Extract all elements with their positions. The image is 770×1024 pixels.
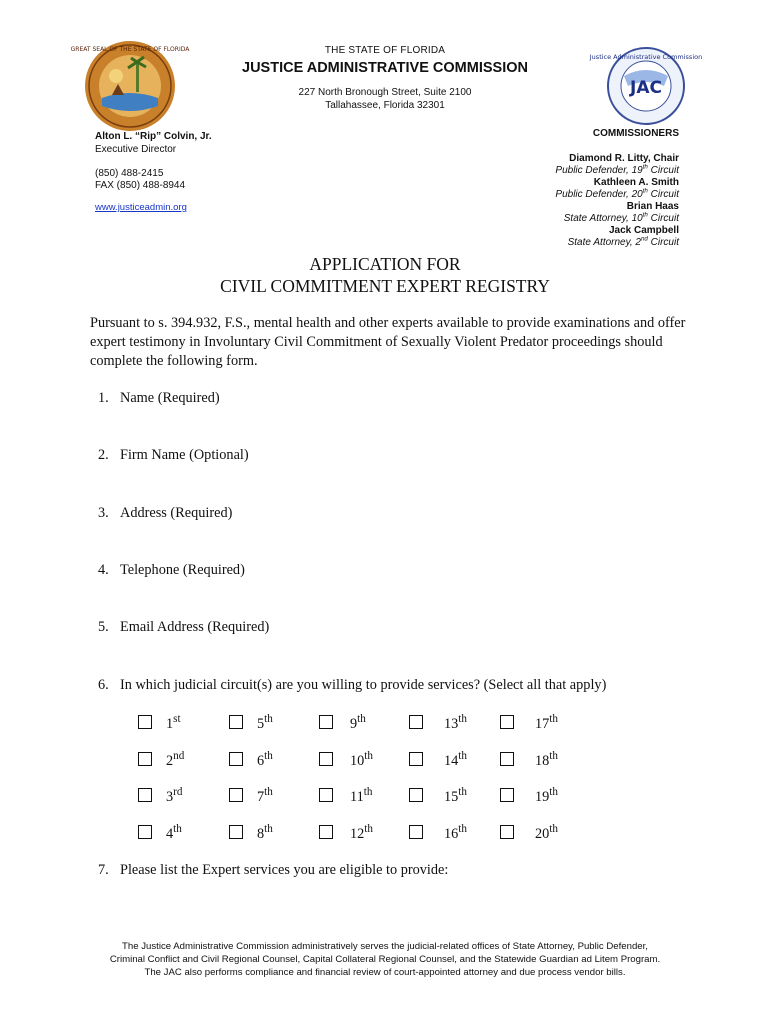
circuit-label: 12th <box>350 823 373 842</box>
commissioner-name: Jack Campbell <box>608 225 679 236</box>
executive-director-name: Alton L. “Rip” Colvin, Jr. <box>95 131 212 142</box>
question-address: 3. Address (Required) <box>98 505 233 521</box>
circuit-checkbox[interactable] <box>500 715 514 729</box>
circuit-checkbox[interactable] <box>229 752 243 766</box>
phone-number: (850) 488-2415 <box>95 168 164 179</box>
circuit-label: 11th <box>350 786 373 805</box>
question-circuits: 6. In which judicial circuit(s) are you willing to provide services? (Select all that apply) <box>98 677 607 693</box>
circuit-checkbox[interactable] <box>409 752 423 766</box>
circuit-checkbox[interactable] <box>229 825 243 839</box>
circuit-checkbox[interactable] <box>138 752 152 766</box>
circuit-checkbox[interactable] <box>319 788 333 802</box>
footer-line: The JAC also performs compliance and financial review of court-appointed attorney and due process vendor bills. <box>144 967 626 978</box>
circuit-label: 15th <box>444 786 467 805</box>
question-name: 1. Name (Required) <box>98 390 220 406</box>
question-telephone: 4. Telephone (Required) <box>98 562 245 578</box>
circuit-checkbox[interactable] <box>500 788 514 802</box>
circuit-checkbox[interactable] <box>138 825 152 839</box>
commissioner-role: State Attorney, 10th Circuit <box>563 211 679 224</box>
state-line: THE STATE OF FLORIDA <box>324 45 446 56</box>
circuit-checkbox[interactable] <box>500 825 514 839</box>
commissioners-list <box>555 128 679 249</box>
question-firm-name: 2. Firm Name (Optional) <box>98 447 249 463</box>
circuit-label: 9th <box>350 713 366 732</box>
commissioner-role: Public Defender, 20th Circuit <box>555 187 679 200</box>
executive-director-title: Executive Director <box>95 144 177 155</box>
circuit-checkbox[interactable] <box>229 715 243 729</box>
question-expert-services: 7. Please list the Expert services you are eligible to provide: <box>98 862 449 878</box>
commissioner-name: Kathleen A. Smith <box>593 177 679 188</box>
svg-text:GREAT SEAL OF THE STATE OF FLO: GREAT SEAL OF THE STATE OF FLORIDA <box>70 46 190 53</box>
circuit-label: 4th <box>166 823 182 842</box>
commissioner-name: Diamond R. Litty, Chair <box>569 153 679 164</box>
circuit-checkbox[interactable] <box>319 825 333 839</box>
circuit-checkbox[interactable] <box>500 752 514 766</box>
circuit-checkbox[interactable] <box>138 788 152 802</box>
circuit-label: 19th <box>535 786 558 805</box>
footer-line: The Justice Administrative Commission administratively serves the judicial-related offices of State Attorney, Public Defender, <box>122 941 648 952</box>
address-line-2: Tallahassee, Florida 32301 <box>325 100 445 111</box>
footer-line: Criminal Conflict and Civil Regional Counsel, Capital Collateral Regional Counsel, and the Statewide Guardian ad Litem Program. <box>109 954 661 965</box>
website-link[interactable]: www.justiceadmin.org <box>95 202 187 213</box>
circuit-label: 2nd <box>166 750 185 769</box>
footer-note <box>60 940 710 979</box>
circuit-checkbox[interactable] <box>319 752 333 766</box>
agency-name: JUSTICE ADMINISTRATIVE COMMISSION <box>242 60 528 76</box>
svg-text:JAC: JAC <box>630 78 662 98</box>
commissioners-heading: COMMISSIONERS <box>592 128 679 139</box>
circuit-checkbox[interactable] <box>319 715 333 729</box>
svg-text:Justice Administrative Commiss: Justice Administrative Commission <box>589 53 703 61</box>
commissioner-name: Brian Haas <box>626 201 679 212</box>
address-line-1: 227 North Bronough Street, Suite 2100 <box>298 87 472 98</box>
fax-number: FAX (850) 488-8944 <box>95 180 186 191</box>
circuit-label: 16th <box>444 823 467 842</box>
commissioner-role: State Attorney, 2nd Circuit <box>567 235 679 248</box>
form-title-line-1: APPLICATION FOR <box>309 254 461 274</box>
circuit-label: 3rd <box>166 786 183 805</box>
commissioner-role: Public Defender, 19th Circuit <box>555 163 679 176</box>
circuit-label: 20th <box>535 823 558 842</box>
circuit-label: 17th <box>535 713 558 732</box>
circuit-checkbox[interactable] <box>229 788 243 802</box>
form-title-line-2: CIVIL COMMITMENT EXPERT REGISTRY <box>220 276 550 296</box>
circuit-label: 1st <box>166 713 181 732</box>
circuit-label: 10th <box>350 750 373 769</box>
circuit-checkbox[interactable] <box>138 715 152 729</box>
circuit-checkbox[interactable] <box>409 788 423 802</box>
circuit-checkbox[interactable] <box>409 715 423 729</box>
intro-paragraph: Pursuant to s. 394.932, F.S., mental health and other experts available to provide examinations and offer expert testimony in Involuntary Civil Commitment of Sexually Violent Predator proceedings should complete the following form. <box>90 315 686 369</box>
circuit-label: 8th <box>257 823 273 842</box>
circuit-label: 6th <box>257 750 273 769</box>
circuit-label: 7th <box>257 786 273 805</box>
circuit-label: 18th <box>535 750 558 769</box>
jac-logo <box>589 46 703 126</box>
circuit-label: 14th <box>444 750 467 769</box>
circuit-label: 5th <box>257 713 273 732</box>
circuit-checkbox[interactable] <box>409 825 423 839</box>
circuit-label: 13th <box>444 713 467 732</box>
question-email: 5. Email Address (Required) <box>98 619 270 635</box>
